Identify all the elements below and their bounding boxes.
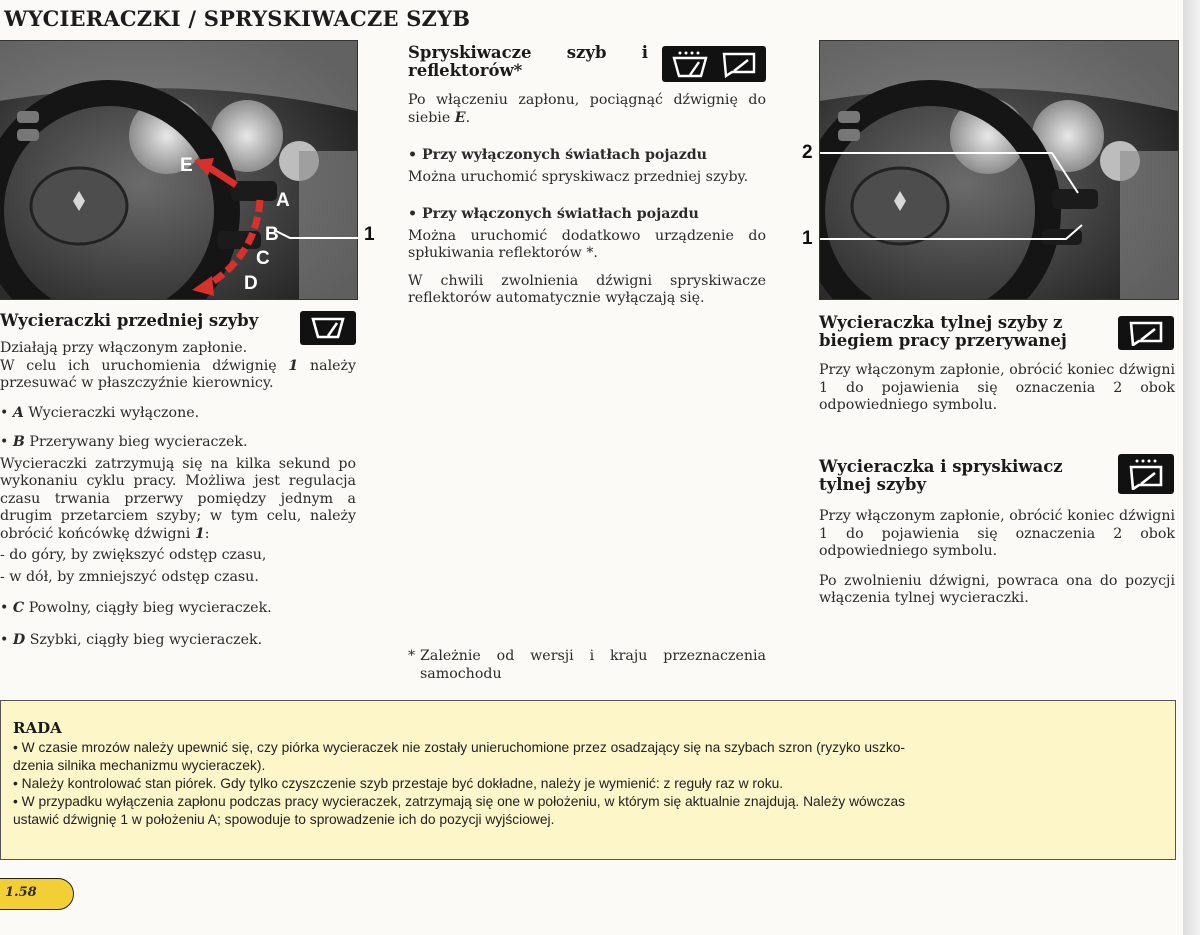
callout-b: B [265, 224, 279, 245]
advice-line: • W przypadku wyłączenia zapłonu podczas pracy wycieraczek, zatrzymają się one w położeniu, w którym się aktualnie znajdują. Należy wówczas [13, 794, 906, 809]
callout-e: E [180, 155, 193, 176]
rear-wiper-icon [1118, 316, 1174, 350]
washers-title-line1: Spryskiwacze szyb i [408, 43, 648, 62]
advice-title: RADA [13, 719, 62, 737]
page-number: 1.58 [0, 878, 74, 910]
callout-line-1 [274, 230, 358, 238]
arrow-e-head [194, 158, 214, 176]
page-edge [1183, 0, 1200, 935]
callout-1-right: 1 [802, 228, 813, 249]
arrow-down-head [192, 276, 214, 296]
front-wipers-text: Działają przy włączonym zapłonie. W celu ich uruchomienia dźwignię 1 należy przesuwać w płaszczyźnie kierownicy. • A Wycieraczki wyłączone. • B Przerywany bieg wycieraczek. Wycieraczki zatrzymują się na kilka sekund po wykonaniu cyklu pracy. Możliwa jest regulacja czasu trwania przerwy pomiędzy jednym a drugim przetarciem szyby; w tym celu, należy obrócić końcówkę dźwigni 1: - do góry, by zwiększyć odstęp czasu, - w dół, by zmniejszyć odstęp czasu. • C Powolny, ciągły bieg wycieraczek. • D Szybki, ciągły bieg wycieraczek. [0, 340, 356, 648]
washers-text: Po włączeniu zapłonu, pociągnąć dźwignię do siebie E. • Przy wyłączonych światłach pojazdu Można uruchomić spryskiwacz przedniej szyby. • Przy włączonych światłach pojazdu Można uruchomić dodatkowo urządzenie do spłukiwania reflektorów *. W chwili zwolnienia dźwigni spryskiwacze reflektorów automatycznie wyłączają się. [408, 92, 766, 306]
advice-line: • Należy kontrolować stan piórek. Gdy tylko czyszczenie szyb przestaje być dokładne, należy je wymienić: z reguły raz w roku. [13, 776, 784, 791]
washer-icons [662, 46, 766, 82]
rear-washer-title: Wycieraczka i spryskiwacz tylnej szyby [819, 457, 1063, 494]
advice-text [13, 739, 1165, 829]
washers-title-line2: reflektorów* [408, 61, 523, 80]
advice-line: ustawić dźwignię 1 w położeniu A; spowoduje to sprowadzenie ich do pozycji wyjściowej. [13, 812, 555, 827]
rear-wiper-title: Wycieraczka tylnej szyby z biegiem pracy przerywanej [819, 313, 1067, 350]
callout-a: A [276, 190, 290, 211]
callout-1-left: 1 [364, 224, 375, 245]
rear-washer-text: Przy włączonym zapłonie, obrócić koniec dźwigni 1 do pojawienia się oznaczenia 2 obok odpowiedniego symbolu. Po zwolnieniu dźwigni, powraca ona do pozycji włączenia tylnej wycieraczki. [819, 508, 1175, 606]
advice-line: dzenia silnika mechanizmu wycieraczek). [13, 758, 266, 773]
callout-d: D [244, 273, 258, 294]
front-wipers-title: Wycieraczki przedniej szyby [0, 311, 259, 330]
rear-wiper-text: Przy włączonym zapłonie, obrócić koniec dźwigni 1 do pojawienia się oznaczenia 2 obok odpowiedniego symbolu. [819, 362, 1175, 413]
callout-c: C [256, 248, 270, 269]
page-title: WYCIERACZKI / SPRYSKIWACZE SZYB [4, 6, 471, 31]
advice-box [0, 700, 1176, 860]
arrow-e [210, 168, 236, 185]
callout-2-right: 2 [802, 142, 813, 163]
steering-photo-right [819, 40, 1179, 300]
rear-washer-icon [1118, 454, 1174, 494]
advice-line: • W czasie mrozów należy upewnić się, czy piórka wycieraczek nie zostały unieruchomione przez osadzający się na szybach szron (ryzyko uszko- [13, 740, 906, 755]
washer-spray-icon [668, 50, 760, 78]
footnote: * Zależnie od wersji i kraju przeznaczenia samochodu [408, 648, 766, 682]
